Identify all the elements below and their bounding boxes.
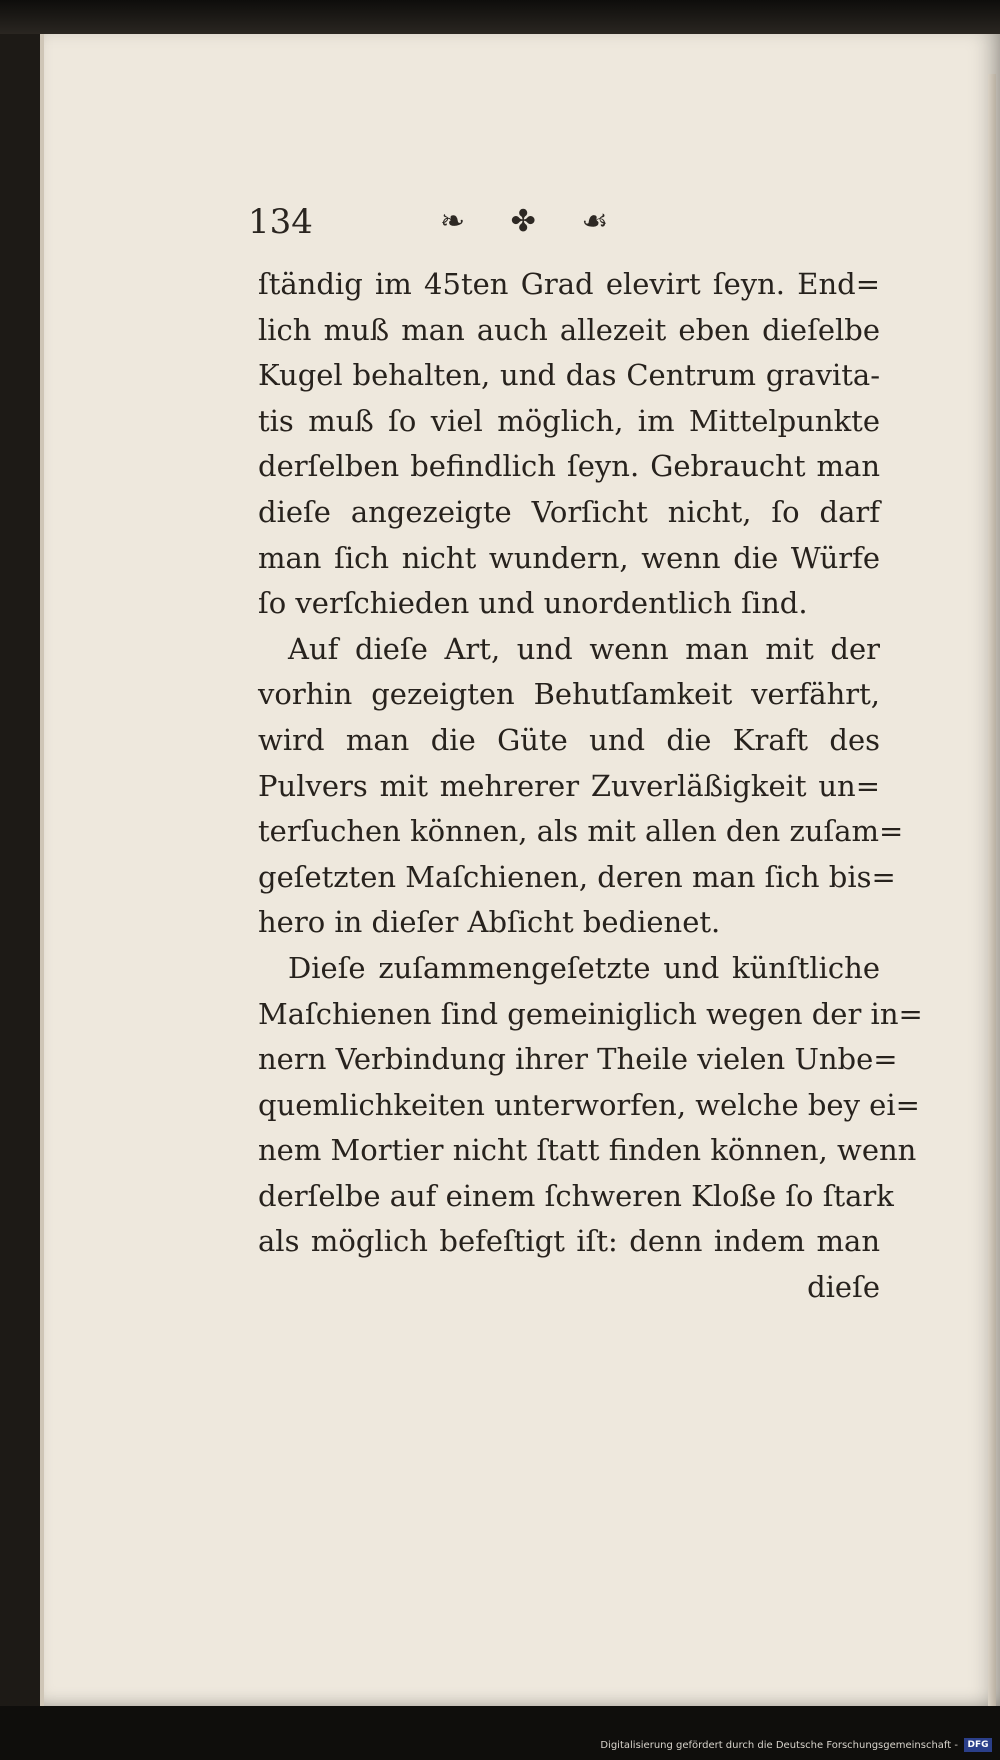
text-line: lich muß man auch allezeit eben dieſelbe	[258, 312, 880, 347]
text-line: man ſich nicht wundern, wenn die Würfe	[258, 540, 880, 575]
text-line: derſelbe auf einem ſchweren Kloße ſo ſtark	[258, 1178, 894, 1213]
text-line: hero in dieſer Abſicht bedienet.	[258, 905, 721, 940]
text-line: Kugel behalten, und das Centrum gravita-	[258, 358, 880, 393]
dfg-logo: DFG	[964, 1738, 992, 1752]
text-line: terſuchen können, als mit allen den zuſam=	[258, 814, 904, 849]
text-line: tis muß ſo viel möglich, im Mittelpunkte	[258, 403, 880, 438]
text-line: nern Verbindung ihrer Theile vielen Unbe=	[258, 1042, 898, 1077]
catchword: dieſe	[807, 1270, 880, 1305]
scan-footer	[0, 1706, 1000, 1760]
header-ornament-icon: ❧ ✤ ☙	[440, 204, 627, 239]
text-line: Pulvers mit mehrerer Zuverläßigkeit un=	[258, 768, 880, 803]
text-line: vorhin gezeigten Behutſamkeit verfährt,	[258, 677, 880, 712]
page-text	[258, 262, 923, 1311]
text-line: Dieſe zuſammengeſetzte und künſtliche	[288, 950, 880, 985]
digitization-credit: Digitalisierung gefördert durch die Deutsche Forschungsgemeinschaft -	[600, 1740, 958, 1751]
text-line: als möglich befeſtigt iſt: denn indem man	[258, 1224, 880, 1259]
text-line: ſo verſchieden und unordentlich ſind.	[258, 586, 808, 621]
page-number: 134	[248, 202, 313, 242]
text-line: nem Mortier nicht ſtatt finden können, wenn	[258, 1133, 917, 1168]
text-line: geſetzten Maſchienen, deren man ſich bis=	[258, 859, 896, 894]
page-edge	[988, 74, 996, 1734]
text-line: derſelben befindlich ſeyn. Gebraucht man	[258, 449, 880, 484]
text-line: quemlichkeiten unterworfen, welche bey ei=	[258, 1087, 920, 1122]
text-line: wird man die Güte und die Kraft des	[258, 722, 880, 757]
text-line: Maſchienen ſind gemeiniglich wegen der in=	[258, 996, 923, 1031]
text-line: Auf dieſe Art, und wenn man mit der	[288, 631, 880, 666]
page-header	[210, 200, 970, 250]
text-line: dieſe angezeigte Vorſicht nicht, ſo darf	[258, 494, 880, 529]
scan-background-top	[0, 0, 1000, 34]
text-line: ſtändig im 45ten Grad elevirt ſeyn. End=	[258, 267, 880, 301]
